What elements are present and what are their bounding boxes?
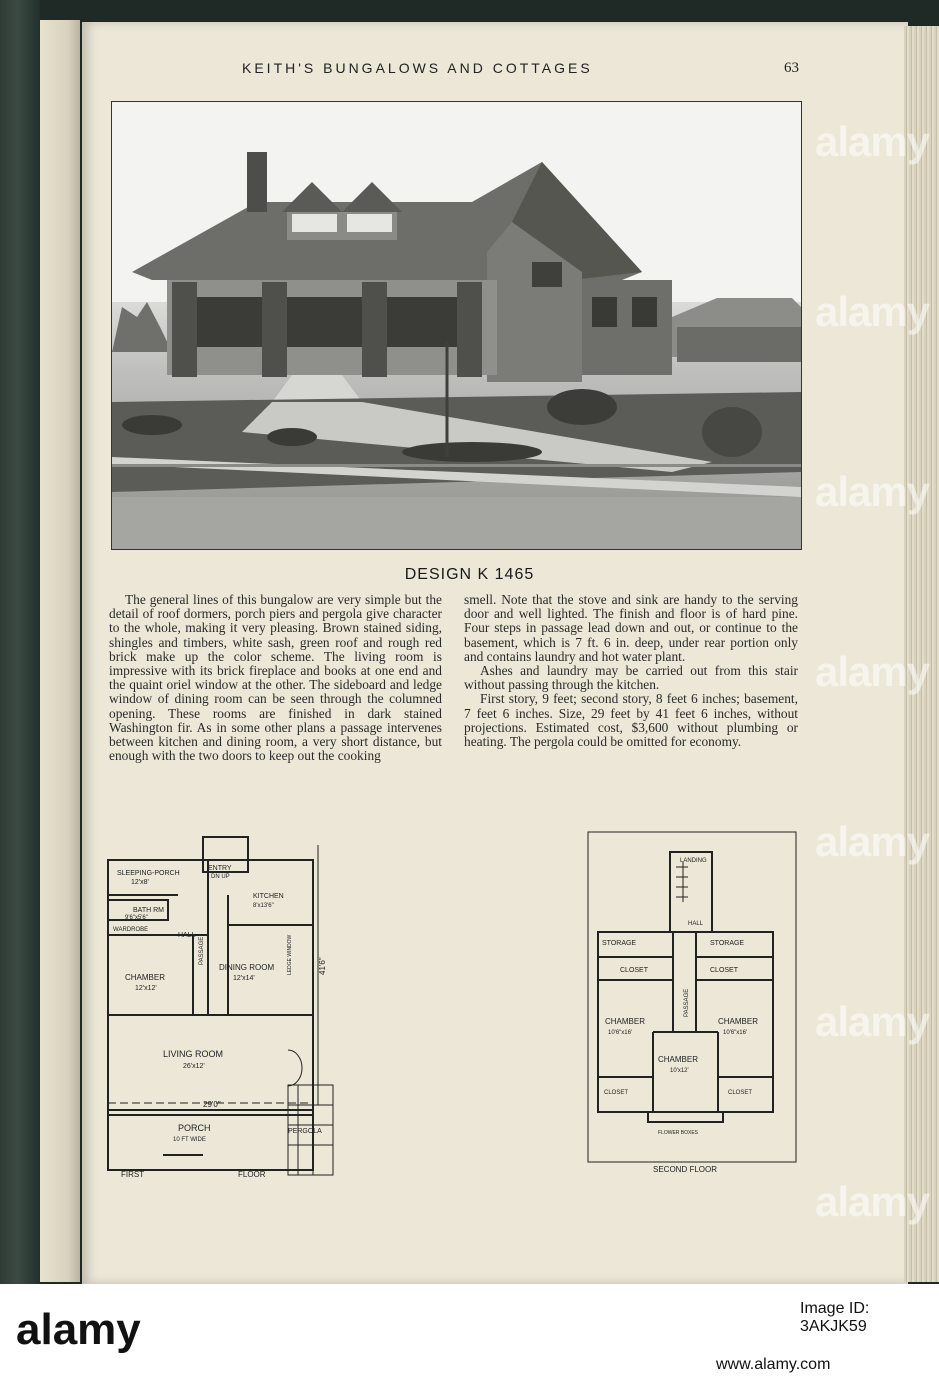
watermark: alamy	[815, 288, 930, 335]
second-floor-plan	[588, 832, 796, 1174]
living-room-label: LIVING ROOM	[163, 1049, 224, 1059]
first-floor-caption-left: FIRST	[121, 1170, 145, 1179]
bath-label: BATH RM	[133, 907, 164, 914]
first-floor-plan	[103, 835, 348, 1180]
description-paragraph: The general lines of this bungalow are very simple but the detail of roof dormers, porch piers and pergola give character to the whole, making it very pleasing. Brown stained siding, shingles and timbers, white sash, green roof and rough red brick make up the color scheme. The living room is impressive with its brick fireplace and books at one end and the quaint oriel window at the other. The sideboard and ledge window of dining room can be seen through the columned opening. These rooms are finished in dark stained Washington fir. As in some other plans a passage intervenes between kitchen and dining room, a very short distance, but enough with the two doors to keep out the cooking	[109, 592, 442, 764]
porch-label: PORCH	[178, 1123, 211, 1133]
passage-label: PASSAGE	[684, 988, 690, 1017]
dining-room-size: 12'x14'	[233, 975, 255, 982]
description-right-column	[464, 593, 798, 749]
bungalow-photograph	[111, 101, 802, 550]
passage-label: PASSAGE	[199, 936, 205, 965]
design-title: DESIGN K 1465	[404, 566, 535, 583]
watermark: alamy	[815, 648, 930, 695]
chamber-right-size: 10'6"x16'	[723, 1030, 748, 1036]
kitchen-label: KITCHEN	[253, 893, 284, 900]
bath-size: 9'6"x5'6"	[125, 915, 148, 921]
depth-dimension: 41'6"	[318, 957, 327, 975]
chamber-left-label: CHAMBER	[605, 1017, 646, 1026]
width-dimension: 29'0"	[203, 1100, 221, 1109]
closet-right-label: CLOSET	[710, 967, 739, 974]
running-head: KEITH'S BUNGALOWS AND COTTAGES	[242, 60, 593, 76]
page-number: 63	[784, 60, 799, 76]
porch-sub-label: 10 FT WIDE	[173, 1137, 206, 1143]
closet-left-label: CLOSET	[620, 967, 649, 974]
pergola-label: PERGOLA	[288, 1128, 322, 1135]
hall-label: HALL	[178, 932, 196, 939]
chamber-center-label: CHAMBER	[658, 1055, 699, 1064]
dining-room-label: DINING ROOM	[219, 963, 275, 972]
chamber-left-size: 10'6"x16'	[608, 1030, 633, 1036]
description-paragraph: Ashes and laundry may be carried out from this stair without passing through the kitchen.	[464, 663, 798, 693]
second-floor-drawing	[588, 832, 796, 1174]
chamber-label: CHAMBER	[125, 973, 166, 982]
stock-url: www.alamy.com	[716, 1356, 831, 1373]
first-floor-caption-right: FLOOR	[238, 1170, 266, 1179]
hall-label: HALL	[688, 921, 704, 927]
left-page-edge	[40, 20, 80, 1282]
closet-bottom-right-label: CLOSET	[728, 1090, 753, 1096]
landing-label: LANDING	[680, 858, 707, 864]
watermark: alamy	[815, 998, 930, 1045]
first-floor-drawing	[103, 835, 348, 1180]
second-floor-caption: SECOND FLOOR	[653, 1165, 718, 1174]
closet-bottom-left-label: CLOSET	[604, 1090, 629, 1096]
book-cover-left	[0, 0, 40, 1302]
stock-logo: alamy	[16, 1305, 141, 1354]
watermark: alamy	[815, 1178, 930, 1225]
watermark: alamy	[815, 118, 930, 165]
sleeping-porch-label: SLEEPING-PORCH	[117, 870, 180, 877]
flower-boxes-label: FLOWER BOXES	[658, 1130, 699, 1136]
chamber-right-label: CHAMBER	[718, 1017, 759, 1026]
chamber-size: 12'x12'	[135, 985, 157, 992]
wardrobe-label: WARDROBE	[113, 927, 149, 933]
photo-drawing	[112, 102, 801, 549]
chamber-center-size: 10'x12'	[670, 1068, 689, 1074]
entry-label: ENTRY	[208, 865, 232, 872]
description-paragraph: First story, 9 feet; second story, 8 feet 6 inches; basement, 7 feet 6 inches. Size, 29 feet by 41 feet 6 inches, without projections. Estimated cost, $3,600 without plumbing or heating. The pergola could be omitted for economy.	[464, 691, 798, 750]
living-room-size: 26'x12'	[183, 1063, 205, 1070]
storage-right-label: STORAGE	[710, 940, 745, 947]
stock-image-id: Image ID: 3AKJK59	[800, 1300, 870, 1335]
sleeping-porch-size: 12'x8'	[131, 879, 149, 886]
ledge-window-label: LEDGE WINDOW	[287, 934, 293, 975]
description-left-column	[109, 593, 442, 763]
kitchen-size: 8'x13'6"	[253, 903, 274, 909]
storage-left-label: STORAGE	[602, 940, 637, 947]
entry-sub-label: DN UP	[211, 874, 230, 880]
watermark: alamy	[815, 818, 930, 865]
watermark: alamy	[815, 468, 930, 515]
description-paragraph: smell. Note that the stove and sink are handy to the serving door and well lighted. The finish and floor is of hard pine. Four steps in passage lead down and out, or continue to the basement, which is 7 ft. 6 in. deep, under rear portion only and contains laundry and hot water plant.	[464, 592, 798, 664]
